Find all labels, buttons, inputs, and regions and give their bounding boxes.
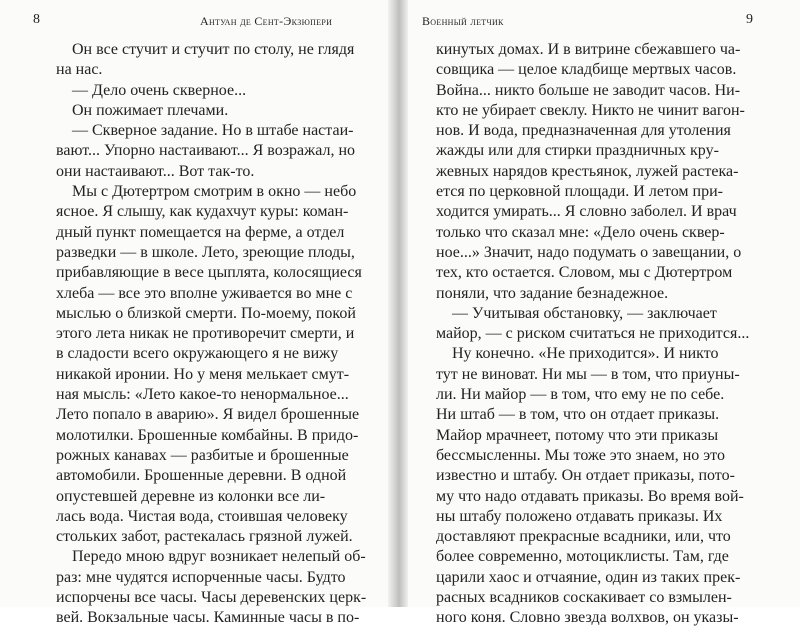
text-line: раз: мне чудятся испорченные часы. Будто xyxy=(56,568,346,586)
text-line: ется по церковной площади. И летом при- xyxy=(436,183,723,201)
text-line: известно и штабу. Он отдает приказы, пото- xyxy=(436,467,735,485)
text-line: Война... никто больше не заводит часов. Ни- xyxy=(436,81,741,99)
text-line: лась вода. Чистая вода, стоившая человеку xyxy=(56,507,348,525)
page-number: 9 xyxy=(746,12,753,27)
text-line: испорчены все часы. Часы деревенских церк- xyxy=(56,589,367,607)
text-line: царили хаос и отчаяние, один из таких прек- xyxy=(436,568,741,586)
text-line: никакой иронии. Но у меня мелькает смут- xyxy=(56,365,350,383)
text-line: ясное. Я слышу, как кудахчут куры: коман- xyxy=(56,203,349,221)
text-line: жевных нарядов крестьянок, лужей растека- xyxy=(436,162,739,180)
text-line: этого лета никак не противоречит смерти, и xyxy=(56,325,355,343)
text-line: хлеба — все это вполне уживается во мне с xyxy=(56,284,353,302)
text-line: — Учитывая обстановку, — заключает xyxy=(436,304,717,322)
text-line: кинутых домах. И в витрине сбежавшего ча- xyxy=(436,41,741,58)
text-line: Ну конечно. «Не приходится». И никто xyxy=(436,345,719,363)
text-line: на нас. xyxy=(56,61,103,79)
page-text xyxy=(56,40,366,629)
text-line: они настаивают... Вот так-то. xyxy=(56,162,255,180)
text-line: ное...» Значит, надо подумать о завещании, о xyxy=(436,243,742,261)
text-line: вей. Вокзальные часы. Каминные часы в по- xyxy=(56,609,360,627)
text-line: жажды или для стирки праздничных кру- xyxy=(436,142,719,160)
text-line: ного коня. Словно звезда волхвов, он указы- xyxy=(436,609,739,627)
text-line: Лето попало в аварию». Я видел брошенные xyxy=(56,406,360,424)
text-line: ны штабу положено отдавать приказы. Их xyxy=(436,507,723,525)
text-line: в сладости всего окружающего я не вижу xyxy=(56,345,339,363)
text-line: стольких забот, растекалась грязной лужей. xyxy=(56,528,353,546)
text-line: Он пожимает плечами. xyxy=(56,101,229,119)
text-line: рожных канавах — разбитые и брошенные xyxy=(56,446,349,464)
text-line: доставляют прекрасные всадники, или, что xyxy=(436,528,731,546)
text-line: дный пункт помещается на ферме, а отдел xyxy=(56,223,345,241)
text-line: ная мысль: «Лето какое-то ненормальное... xyxy=(56,386,349,404)
text-line: ходится умирать... Я словно заболел. И врач xyxy=(436,203,737,221)
running-head: Военный летчик xyxy=(422,14,504,28)
text-line: вают... Упорно настаивают... Я возражал, но xyxy=(56,142,355,160)
text-line: майор, — с риском считаться не приходится... xyxy=(436,325,750,343)
text-line: только что сказал мне: «Дело очень сквер- xyxy=(436,223,725,241)
page-text xyxy=(436,40,749,629)
book-gutter xyxy=(388,0,408,607)
left-page xyxy=(0,0,390,627)
text-line: расных всадников соскакивает со взмылен- xyxy=(436,589,732,607)
text-line: тех, кто остается. Словом, мы с Дютертром xyxy=(436,264,733,282)
text-line: му что надо отдавать приказы. Во время вой- xyxy=(436,487,744,505)
right-page xyxy=(408,0,800,627)
text-line: Он все стучит и стучит по столу, не глядя xyxy=(56,41,355,58)
text-line: прибавляющие в весе цыплята, колосящиеся xyxy=(56,264,362,282)
text-line: совщика — целое кладбище мертвых часов. xyxy=(436,61,737,79)
text-line: — Скверное задание. Но в штабе настаи- xyxy=(56,122,354,140)
text-line: ли. Ни майор — в том, что ему не по себе. xyxy=(436,386,725,404)
text-line: мыслью о близкой смерти. По-моему, покой xyxy=(56,304,356,322)
text-line: молотилки. Брошенные комбайны. В придо- xyxy=(56,426,359,444)
text-line: поняли, что задание безнадежное. xyxy=(436,284,669,302)
text-line: — Дело очень скверное... xyxy=(56,81,247,99)
text-line: бессмысленны. Мы тоже это знаем, но это xyxy=(436,446,725,464)
text-line: нов. И вода, предназначенная для утоления xyxy=(436,122,731,140)
text-line: более современно, мотоциклисты. Там, где xyxy=(436,548,729,566)
text-line: тут не виноват. Ни мы — в том, что приуны- xyxy=(436,365,740,383)
text-line: Майор мрачнеет, потому что эти приказы xyxy=(436,426,719,444)
text-line: опустевшей деревне из колонки все ли- xyxy=(56,487,326,505)
text-line: Ни штаб — в том, что он отдает приказы. xyxy=(436,406,720,424)
text-line: автомобили. Брошенные деревни. В одной xyxy=(56,467,347,485)
running-head: Антуан де Сент-Экзюпери xyxy=(200,14,333,28)
text-line: Передо мною вдруг возникает нелепый об- xyxy=(56,548,366,566)
page-number: 8 xyxy=(33,12,40,27)
text-line: кто не убирает свеклу. Никто не чинит вагон- xyxy=(436,101,745,119)
text-line: Мы с Дютертром смотрим в окно — небо xyxy=(56,183,357,201)
text-line: разведки — в школе. Лето, зреющие плоды, xyxy=(56,243,355,261)
